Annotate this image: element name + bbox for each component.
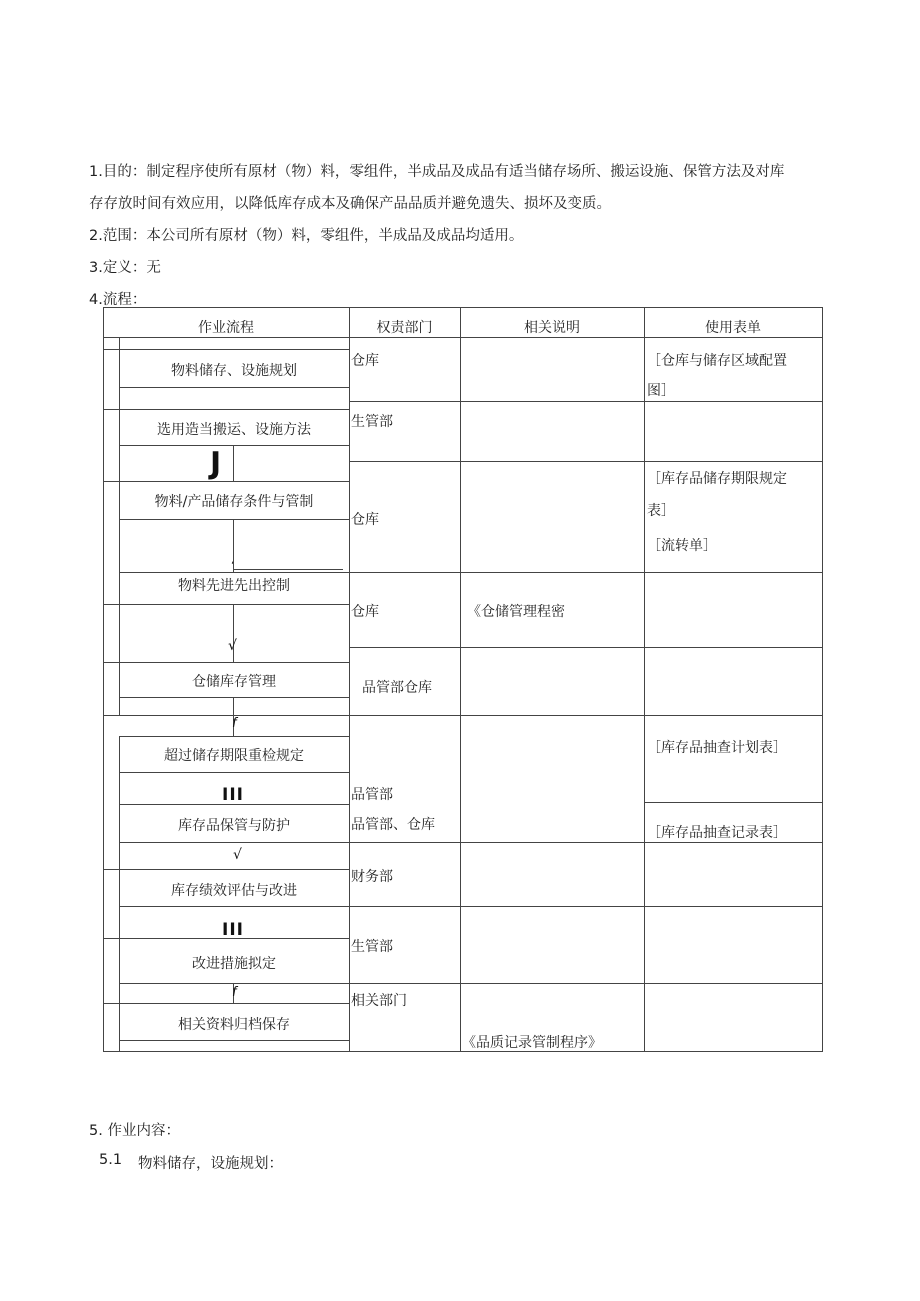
- form-1-line-1: ［仓库与储存区域配置: [647, 353, 787, 369]
- department-9: 生管部: [351, 939, 393, 955]
- flow-mark-bars-2: III: [222, 920, 244, 940]
- form-2-line-1: ［库存品储存期限规定: [647, 471, 787, 487]
- header-department: 权责部门: [376, 320, 433, 336]
- form-3: ［库存品抽查计划表］: [647, 740, 787, 756]
- process-line: 4.流程：: [89, 292, 147, 308]
- note-quality-record-procedure: 《品质记录管制程序》: [462, 1035, 602, 1051]
- section-5-1-title: 物料储存，设施规划：: [138, 1156, 283, 1172]
- flow-mark-j: J: [210, 446, 222, 481]
- flow-step-4: 物料先进先出控制: [178, 578, 290, 594]
- flow-mark-comma: ,: [231, 555, 235, 566]
- section-5-1-number: 5.1: [99, 1152, 123, 1168]
- form-2-line-3: ［流转单］: [647, 538, 717, 554]
- form-1-line-2: 图］: [647, 383, 675, 399]
- department-10: 相关部门: [351, 993, 407, 1009]
- flow-step-8: 库存绩效评估与改进: [171, 883, 297, 899]
- note-warehouse-procedure: 《仓储管理程密: [467, 604, 565, 620]
- form-4: ［库存品抽查记录表］: [647, 825, 787, 841]
- flow-step-5: 仓储库存管理: [192, 674, 276, 690]
- department-2: 生管部: [351, 414, 393, 430]
- scope-line: 2.范围：本公司所有原材（物）料，零组件，半成品及成品均适用。: [89, 228, 524, 244]
- flow-mark-bars-1: III: [222, 785, 244, 805]
- flow-step-7: 库存品保管与防护: [178, 818, 290, 834]
- header-flow: 作业流程: [198, 320, 254, 336]
- header-forms: 使用表单: [705, 320, 761, 336]
- department-8: 财务部: [351, 869, 393, 885]
- department-7: 品管部、仓库: [351, 817, 435, 833]
- department-4: 仓库: [351, 604, 379, 620]
- department-5: 品管部仓库: [362, 680, 432, 696]
- flow-mark-f-1: f: [232, 716, 237, 731]
- flow-step-2: 选用造当搬运、设施方法: [157, 422, 311, 438]
- header-notes: 相关说明: [524, 320, 580, 336]
- form-2-line-2: 表］: [647, 503, 675, 519]
- department-6: 品管部: [351, 787, 393, 803]
- flow-mark-check-1: √: [228, 638, 237, 654]
- flow-step-10: 相关资料归档保存: [178, 1017, 290, 1033]
- flow-step-3: 物料/产品储存条件与管制: [154, 494, 314, 510]
- flow-step-9: 改进措施拟定: [192, 956, 276, 972]
- department-1: 仓库: [351, 353, 379, 369]
- section-5-title: 5. 作业内容：: [89, 1123, 180, 1139]
- purpose-line-1: 1.目的：制定程序使所有原材（物）料，零组件，半成品及成品有适当储存场所、搬运设施、保管方法及对库: [89, 164, 785, 180]
- definition-line: 3.定义：无: [89, 260, 161, 276]
- flow-step-1: 物料储存、设施规划: [171, 363, 297, 379]
- department-3: 仓库: [351, 512, 379, 528]
- flow-step-6: 超过储存期限重检规定: [164, 748, 304, 764]
- purpose-line-2: 存存放时间有效应用，以降低库存成本及确保产品品质并避免遗失、损坏及变质。: [89, 196, 611, 212]
- flow-mark-f-2: f: [232, 985, 237, 1000]
- flow-mark-check-2: √: [233, 847, 242, 863]
